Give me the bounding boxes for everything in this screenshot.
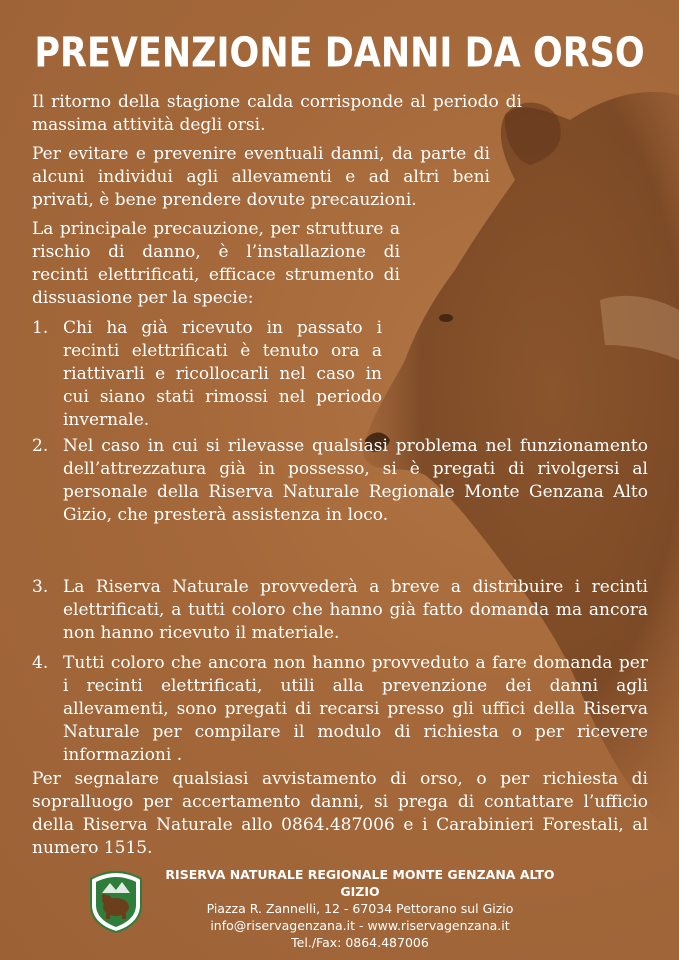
list-item-text: Nel caso in cui si rilevasse qualsiasi problema nel funzionamento dell’attrezzatura già in possesso, si è pregati di rivolgersi al personale della Riserva Naturale Regionale Monte Genzana Alto Gizio, che presterà assistenza in loco. xyxy=(63,436,648,525)
reserve-logo xyxy=(90,871,142,933)
footer-contacts: info@riservagenzana.it - www.riservagenzana.it xyxy=(210,918,510,933)
list-item-text: La Riserva Naturale provvederà a breve a distribuire i recinti elettrificati, a tutti coloro che hanno già fatto domanda ma ancora non hanno ricevuto il materiale. xyxy=(63,577,648,643)
list-item-number: 4. xyxy=(32,653,49,673)
footer-phone: Tel./Fax: 0864.487006 xyxy=(291,935,429,950)
list-item-text: Tutti coloro che ancora non hanno provveduto a fare domanda per i recinti elettrificati, utili alla prevenzione dei danni agli allevamenti, sono pregati di recarsi presso gli uffici della Riserva Naturale per compilare il modulo di richiesta o per ricevere informazioni . xyxy=(63,653,648,765)
paragraph-contact: Per segnalare qualsiasi avvistamento di orso, o per richiesta di sopralluogo per accertamento danni, si prega di contattare l’ufficio della Riserva Naturale allo 0864.487006 e i Carabinieri Forestali, al numero 1515. xyxy=(32,769,648,858)
list-item-number: 1. xyxy=(32,318,49,338)
list-item xyxy=(32,317,382,432)
footer-info xyxy=(150,866,570,951)
footer-organization: RISERVA NATURALE REGIONALE MONTE GENZANA ALTO GIZIO xyxy=(165,867,555,899)
list-item xyxy=(32,576,648,645)
list-item-number: 3. xyxy=(32,577,49,597)
footer-address: Piazza R. Zannelli, 12 - 67034 Pettorano sul Gizio xyxy=(206,901,514,916)
paragraph-precaution: La principale precauzione, per strutture a rischio di danno, è l’installazione di recinti elettrificati, efficace strumento di dissuasione per la specie: xyxy=(32,219,400,308)
list-item xyxy=(32,435,648,527)
list-item xyxy=(32,652,648,767)
paragraph-intro: Il ritorno della stagione calda corrisponde al periodo di massima attività degli orsi. xyxy=(32,92,522,135)
poster-title: PREVENZIONE DANNI DA ORSO xyxy=(34,30,645,78)
list-item-number: 2. xyxy=(32,436,49,456)
list-item-text: Chi ha già ricevuto in passato i recinti elettrificati è tenuto ora a riattivarli e ricollocarli nel caso in cui siano stati rimossi nel periodo invernale. xyxy=(63,318,382,430)
paragraph-prevention: Per evitare e prevenire eventuali danni, da parte di alcuni individui agli allevamenti e ad altri beni privati, è bene prendere dovute precauzioni. xyxy=(32,144,490,210)
